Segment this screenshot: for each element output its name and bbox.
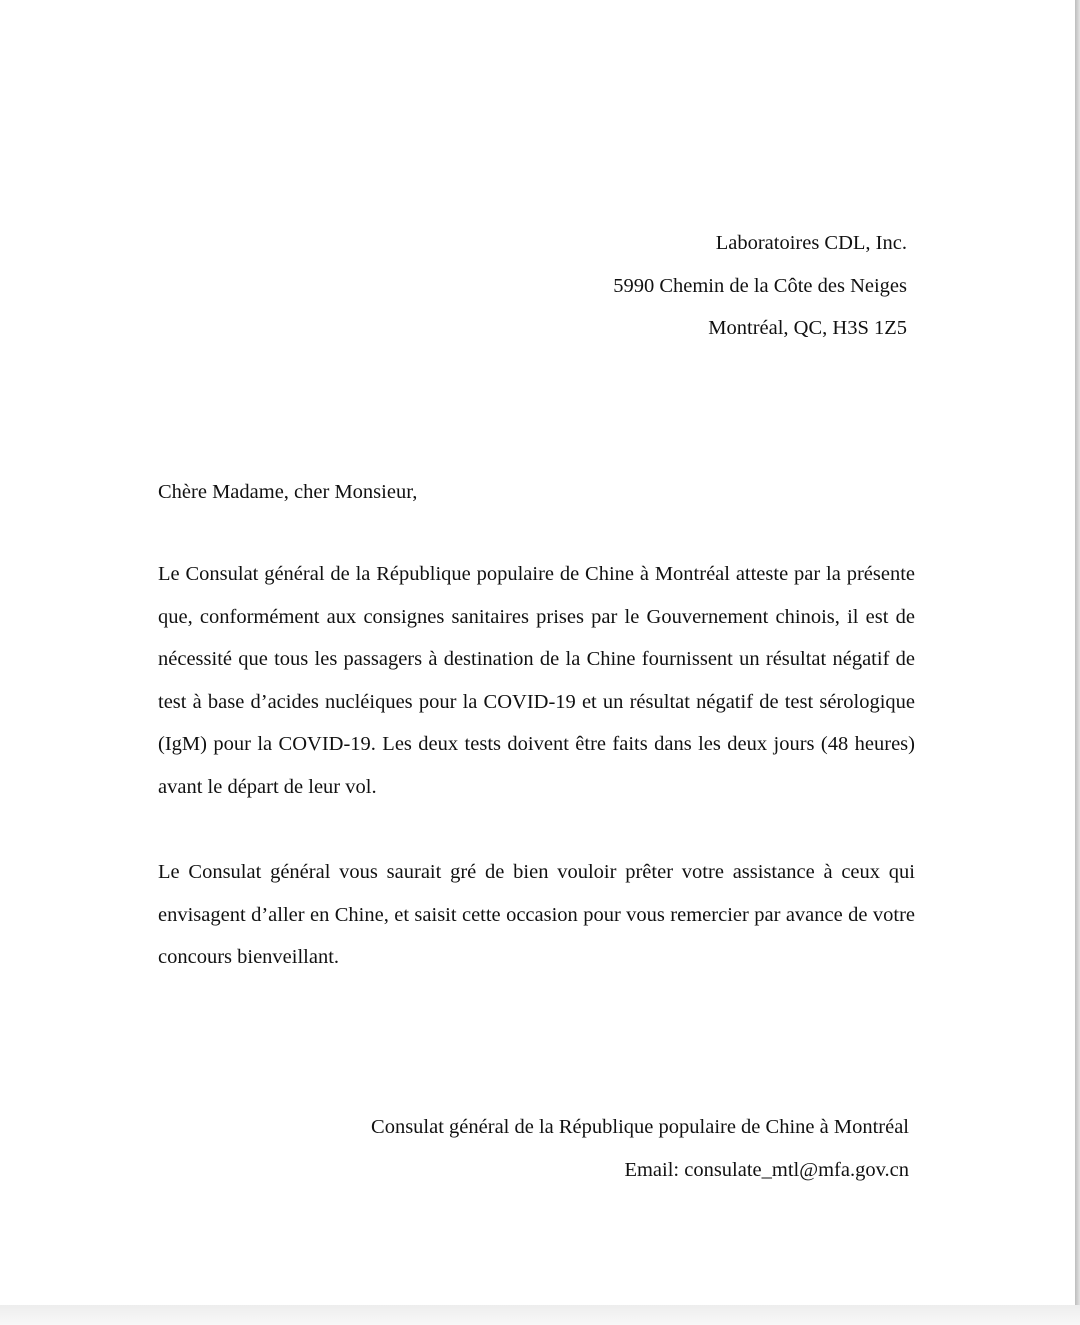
address-line-street: 5990 Chemin de la Côte des Neiges: [613, 274, 907, 297]
address-line-company: Laboratoires CDL, Inc.: [715, 232, 907, 254]
sender-name: Consulat général de la République populaire de Chine à Montréal: [371, 1116, 909, 1138]
address-line-city: Montréal, QC, H3S 1Z5: [708, 317, 907, 339]
sender-email: Email: consulate_mtl@mfa.gov.cn: [624, 1159, 909, 1181]
page-edge-shadow-bottom: [0, 1305, 1080, 1325]
body-paragraph-2: Le Consulat général vous saurait gré de bien vouloir prêter votre assistance à ceux qui envisagent d’aller en Chine, et saisit cette occasion pour vous remercier par avance de votre concours bienveillant.: [158, 861, 915, 968]
page-edge-shadow-right: [1075, 0, 1080, 1325]
body-paragraph-1: Le Consulat général de la République populaire de Chine à Montréal atteste par la présente que, conformément aux consignes sanitaires prises par le Gouvernement chinois, il est de nécessité que tous les passagers à destination de la Chine fournissent un résultat négatif de test à base d’acides nucléiques pour la COVID-19 et un résultat négatif de test sérologique (IgM) pour la COVID-19. Les deux tests doivent être faits dans les deux jours (48 heures) avant le départ de leur vol.: [158, 563, 915, 798]
salutation: Chère Madame, cher Monsieur,: [158, 481, 418, 503]
recipient-address: [613, 222, 907, 350]
signature-block: [371, 1106, 909, 1192]
